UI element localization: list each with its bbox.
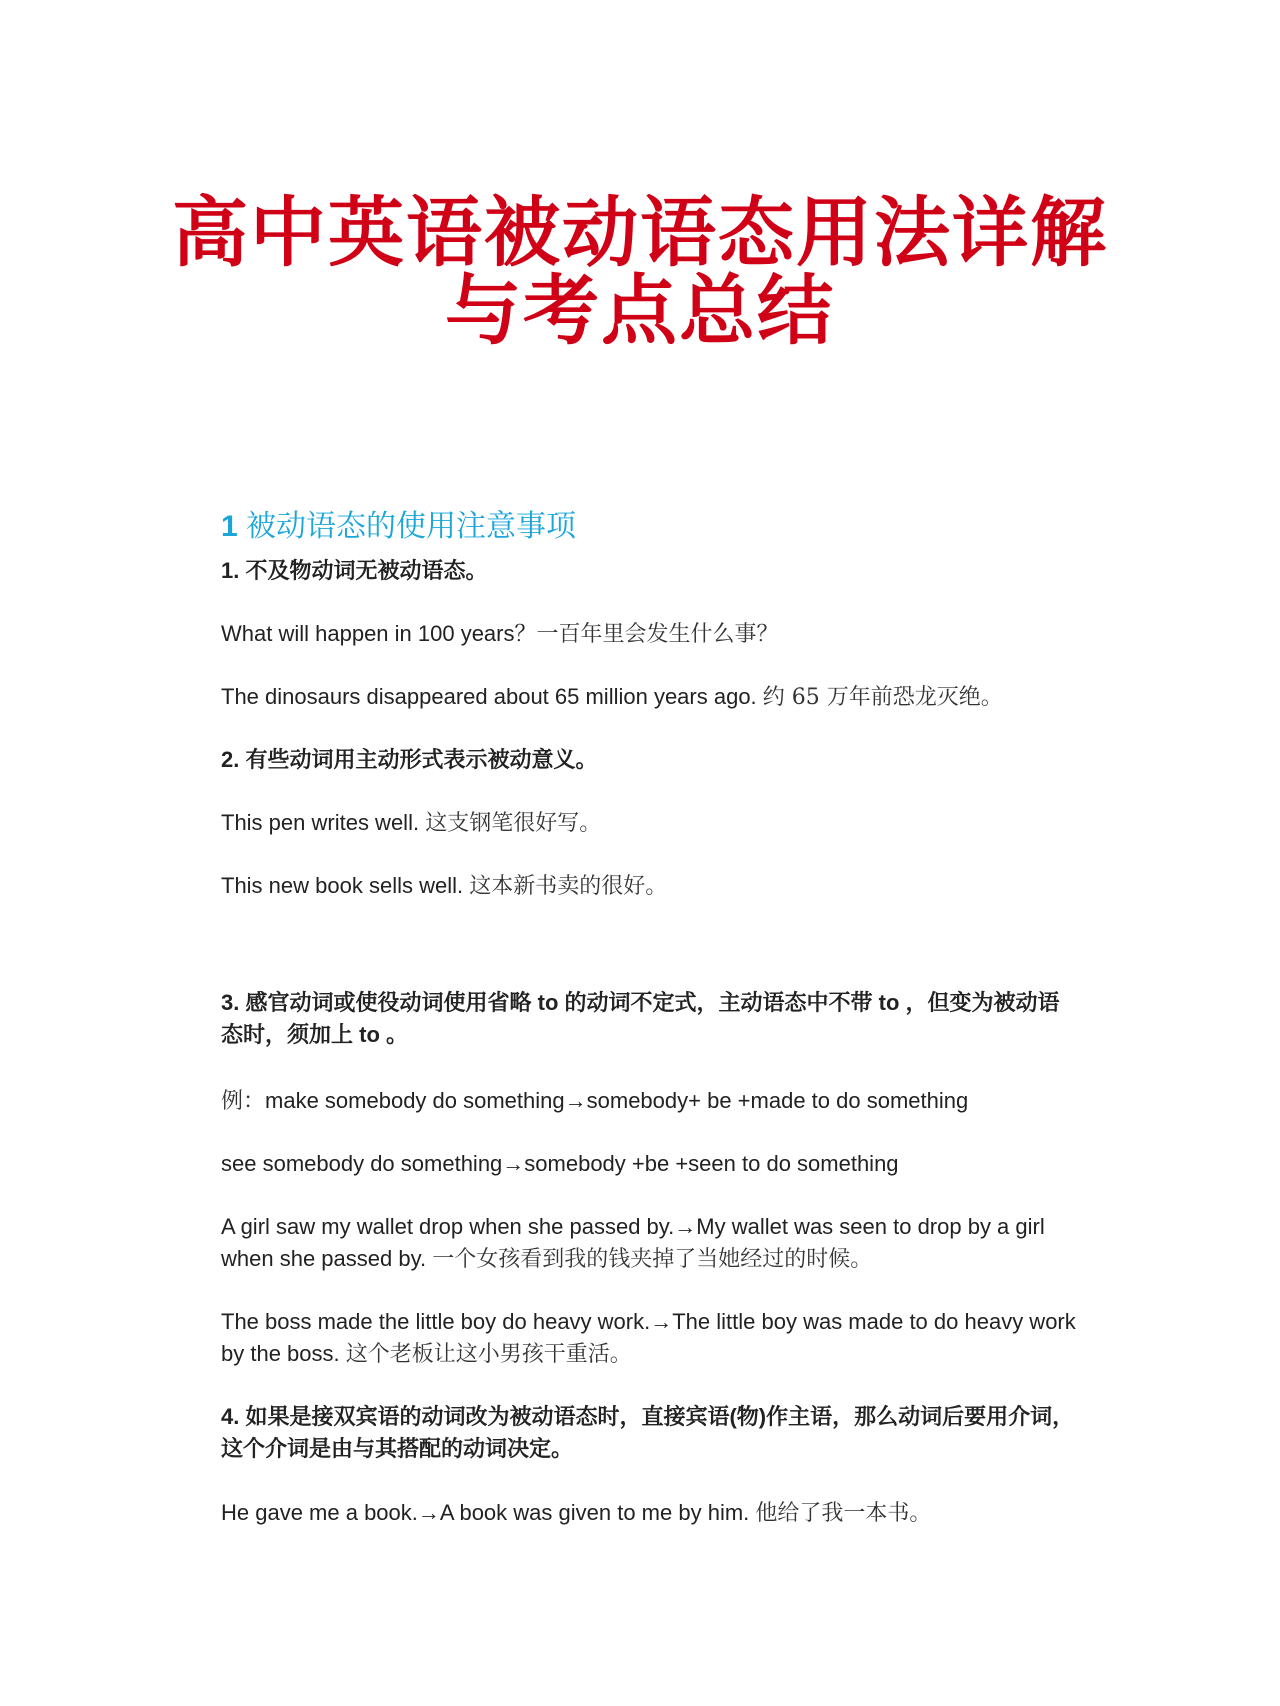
example-1b	[221, 681, 1081, 714]
example-2b-chinese: 这本新书卖的很好。	[469, 874, 668, 899]
example-2a	[221, 807, 1081, 840]
example-2b-english: This new book sells well.	[221, 873, 464, 898]
rule-2-number: 2.	[221, 747, 240, 772]
section-heading-text: 被动语态的使用注意事项	[246, 510, 577, 543]
document-title	[0, 192, 1280, 354]
title-line-1: 高中英语被动语态用法详解	[172, 192, 1108, 276]
example-3b-text: see somebody do something→somebody +be +seen to do something	[221, 1151, 899, 1176]
example-3d-chinese: 这个老板让这小男孩干重活。	[345, 1342, 632, 1367]
example-3c-english: A girl saw my wallet drop when she passed by.→My wallet was seen to drop by a girl when she passed by.	[221, 1214, 1045, 1271]
example-3d-english: The boss made the little boy do heavy work.→The little boy was made to do heavy work by the boss.	[221, 1309, 1076, 1366]
example-1a-english: What will happen in 100 years？	[221, 621, 537, 646]
example-1b-chinese: 约 65 万年前恐龙灭绝。	[762, 685, 1003, 710]
example-4a-english: He gave me a book.→A book was given to me by him.	[221, 1500, 750, 1525]
rule-3-keyword-to-3: to	[359, 1022, 380, 1047]
rule-3-text-part-2: 的动词不定式，主动语态中不带	[564, 990, 873, 1015]
example-3c-chinese: 一个女孩看到我的钱夹掉了当她经过的时候。	[432, 1247, 873, 1272]
example-3a-text: make somebody do something→somebody+ be +made to do something	[265, 1088, 969, 1113]
rule-2-text: 有些动词用主动形式表示被动意义。	[245, 747, 598, 772]
section-heading	[221, 507, 576, 547]
example-3d	[221, 1306, 1081, 1371]
rule-3-number: 3.	[221, 990, 240, 1015]
example-3a	[221, 1085, 1081, 1118]
example-4a	[221, 1497, 1081, 1530]
example-2a-english: This pen writes well.	[221, 810, 420, 835]
title-line-2: 与考点总结	[445, 270, 835, 354]
rule-3-keyword-to-1: to	[537, 990, 559, 1015]
example-label: 例：	[221, 1089, 266, 1114]
rule-4	[221, 1401, 1081, 1465]
rule-3-text-part-1: 感官动词或使役动词使用省略	[245, 990, 532, 1015]
example-4a-chinese: 他给了我一本书。	[755, 1501, 932, 1526]
rule-3-text-part-3: ，但变为被动语态时，须加上	[221, 990, 1060, 1047]
section-number: 1	[221, 510, 238, 543]
example-2a-chinese: 这支钢笔很好写。	[425, 811, 602, 836]
rule-4-number: 4.	[221, 1404, 240, 1429]
example-3b	[221, 1148, 1081, 1180]
rule-1-number: 1.	[221, 558, 240, 583]
rule-3-keyword-to-2: to	[878, 990, 900, 1015]
rule-3	[221, 987, 1081, 1051]
rule-1	[221, 555, 1081, 587]
example-3c	[221, 1211, 1081, 1276]
example-2b	[221, 870, 1081, 903]
rule-4-text: 如果是接双宾语的动词改为被动语态时，直接宾语(物)作主语，那么动词后要用介词，这个介词是由与其搭配的动词决定。	[221, 1404, 1075, 1461]
example-1b-english: The dinosaurs disappeared about 65 million years ago.	[221, 684, 757, 709]
rule-1-text: 不及物动词无被动语态。	[245, 558, 488, 583]
rule-2	[221, 744, 1081, 776]
example-1a-chinese: 一百年里会发生什么事？	[536, 622, 779, 647]
rule-3-text-part-4: 。	[386, 1022, 409, 1047]
example-1a	[221, 618, 1081, 651]
